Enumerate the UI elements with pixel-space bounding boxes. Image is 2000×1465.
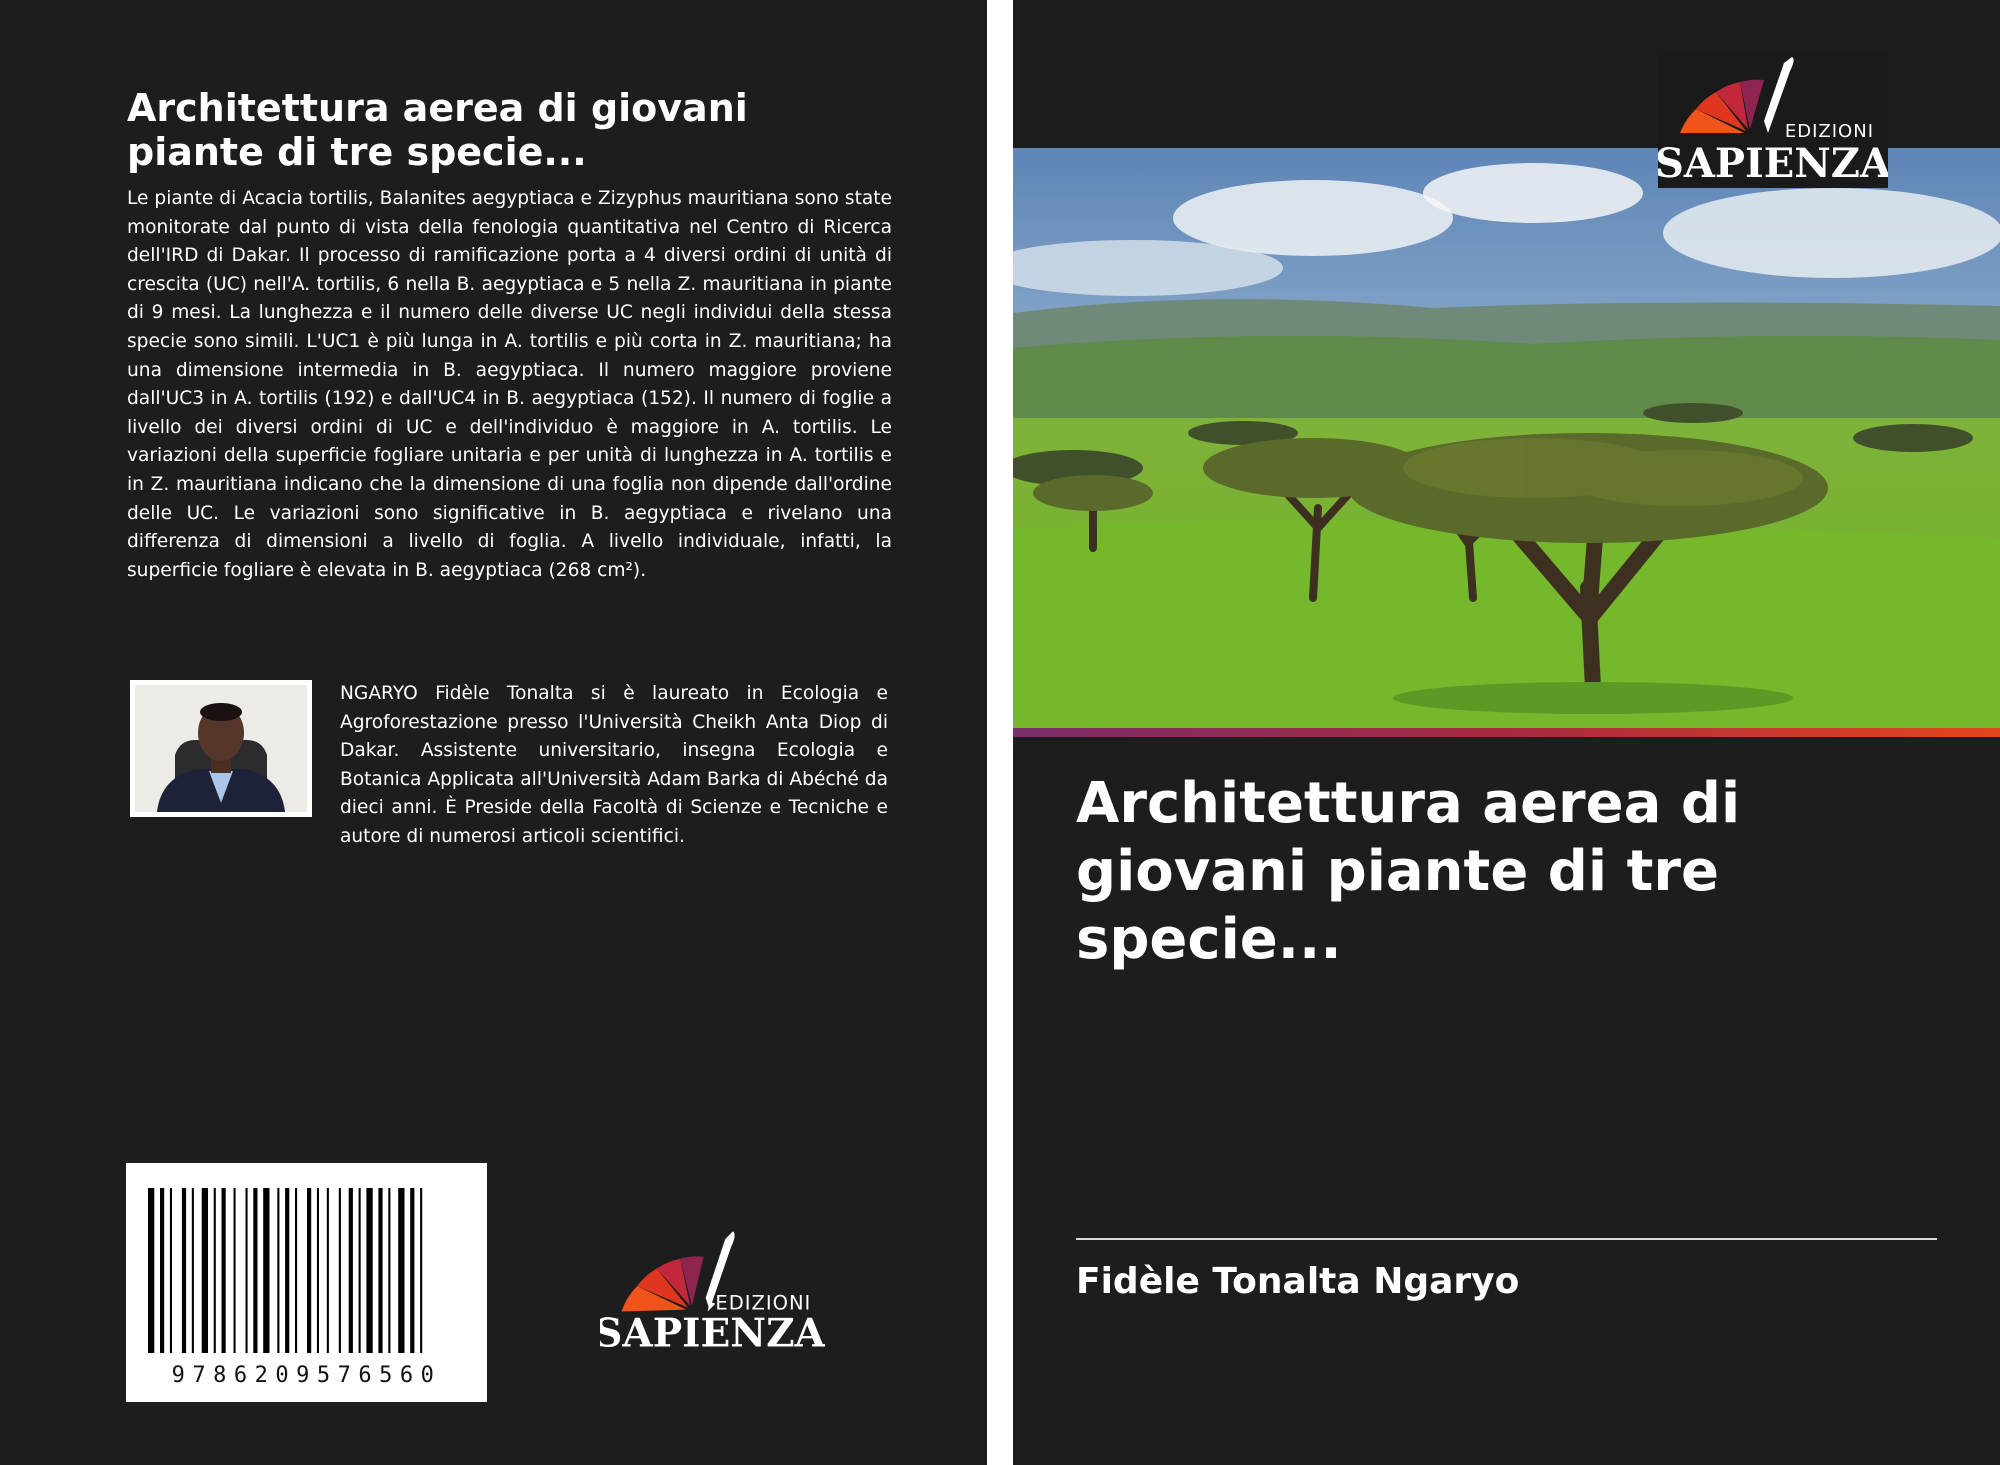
publisher-name-back: SAPIENZA [600,1310,825,1357]
barcode-bar [160,1188,164,1353]
front-cover-author: Fidèle Tonalta Ngaryo [1076,1261,1520,1302]
barcode-bar [234,1188,236,1353]
barcode-bar [285,1188,289,1353]
barcode-bar [349,1188,353,1353]
barcode-bar [295,1188,297,1353]
barcode-bar [222,1188,226,1353]
barcode-bar [148,1188,154,1353]
barcode-bar [253,1188,257,1353]
barcode-bar [410,1188,414,1353]
barcode-bar [420,1188,422,1353]
publisher-logo-front [1658,55,1888,188]
author-photo [130,680,312,817]
barcode-bar [202,1188,208,1353]
barcode-bar [366,1188,372,1353]
publisher-small-label-back: EDIZIONI [715,1291,812,1315]
divider-line [1076,1238,1937,1240]
barcode-bar [317,1188,319,1353]
barcode-bar [246,1188,248,1353]
back-cover [0,0,987,1465]
front-cover-title: Architettura aerea di giovani piante di tre specie... [1076,771,1741,972]
barcode-bar [182,1188,186,1353]
barcode-bar [339,1188,341,1353]
barcode-bar [277,1188,279,1353]
barcode-bar [359,1188,361,1353]
isbn-barcode [126,1163,487,1402]
author-bio: NGARYO Fidèle Tonalta si è laureato in Ecologia e Agroforestazione presso l'Università Cheikh Anta Diop di Dakar. Assistente universitario, insegna Ecologia e Botanica Applicata all'Università Adam Barka di Abéché da dieci anni. È Preside della Facoltà di Scienze e Tecniche e autore di numerosi articoli scientifici. [340,683,888,847]
back-cover-title: Architettura aerea di giovani piante di tre specie... [127,86,748,174]
barcode-bar [327,1188,329,1353]
barcode-bar [214,1188,216,1353]
barcode-bar [378,1188,382,1353]
accent-gradient-bar [1013,728,2000,737]
front-cover [1013,0,2000,1465]
cover-photo-savanna [1013,148,2000,730]
barcode-bar [263,1188,269,1353]
publisher-logo-back [600,1220,825,1360]
publisher-name-front: SAPIENZA [1658,140,1888,187]
publisher-small-label-front: EDIZIONI [1784,121,1874,142]
isbn-digits: 9786209576560 [171,1363,442,1388]
barcode-bar [388,1188,390,1353]
barcode-bar [398,1188,404,1353]
barcode-bar [307,1188,311,1353]
barcode-bar [170,1188,172,1353]
book-description: Le piante di Acacia tortilis, Balanites aegyptiaca e Zizyphus mauritiana sono state monitorate dal punto di vista della fenologia quantitativa nel Centro di Ricerca dell'IRD di Dakar. Il processo di ramificazione porta a 4 diversi ordini di unità di crescita (UC) nell'A. tortilis, 6 nella B. aegyptiaca e 5 nella Z. mauritiana in piante di 9 mesi. La lunghezza e il numero delle diverse UC negli individui della stessa specie sono simili. L'UC1 è più lunga in A. tortilis e più corta in Z. mauritiana; ha una dimensione intermedia in B. aegyptiaca. Il numero maggiore proviene dall'UC3 in A. tortilis (192) e dall'UC4 in B. aegyptiaca (152). Il numero di foglie a livello dei diversi ordini di UC e dell'individuo è maggiore in A. tortilis. Le variazioni della superficie fogliare unitaria e per unità di lunghezza in A. tortilis e in Z. mauritiana indicano che la dimensione di una foglia non dipende dall'ordine delle UC. Le variazioni sono significative in B. aegyptiaca e rivelano una differenza di dimensioni a livello di foglia. A livello individuale, infatti, la superficie fogliare è elevata in B. aegyptiaca (268 cm²). [127,188,892,581]
barcode-bar [192,1188,194,1353]
